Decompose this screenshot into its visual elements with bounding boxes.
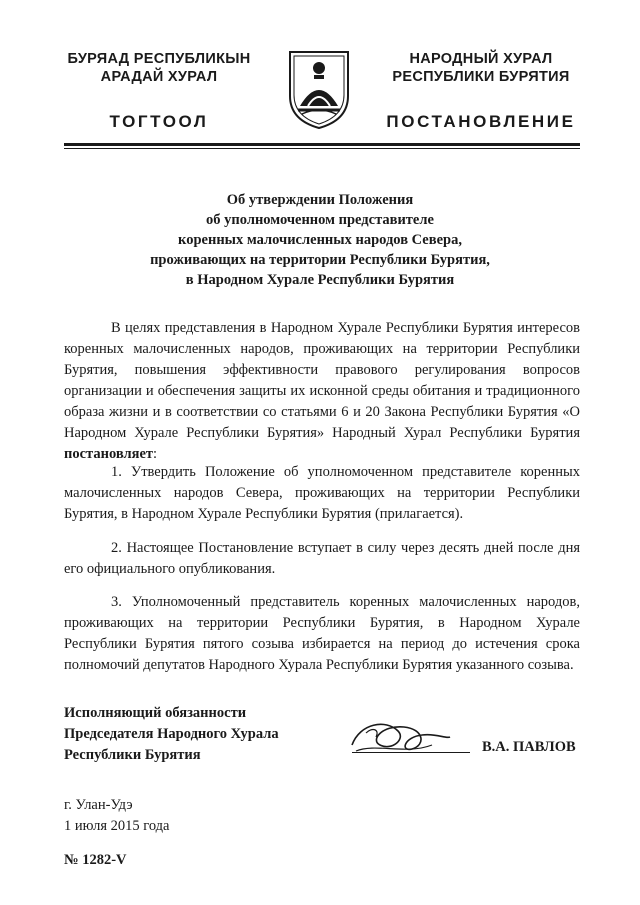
document-title-line-4: проживающих на территории Республики Бурятия, bbox=[150, 252, 490, 268]
place-and-date bbox=[64, 795, 170, 837]
header-divider-thin bbox=[64, 148, 580, 149]
header-right-title: ПОСТАНОВЛЕНИЕ bbox=[386, 112, 576, 131]
document-number: № 1282-V bbox=[64, 852, 127, 868]
signatory-role-line-3: Республики Бурятия bbox=[64, 747, 201, 763]
item-2-paragraph bbox=[64, 538, 580, 580]
handwritten-signature bbox=[346, 715, 456, 761]
signatory-role-line-2: Председателя Народного Хурала bbox=[64, 726, 279, 742]
header-left-line-2: АРАДАЙ ХУРАЛ bbox=[100, 69, 218, 85]
coat-of-arms-emblem bbox=[286, 48, 352, 130]
header-right-line-1: НАРОДНЫЙ ХУРАЛ bbox=[409, 51, 553, 67]
header-right-block bbox=[376, 50, 586, 86]
document-place: г. Улан-Удэ bbox=[64, 797, 133, 813]
document-title bbox=[90, 190, 550, 290]
header-divider-thick bbox=[64, 143, 580, 146]
item-3-text: 3. Уполномоченный представитель коренных малочисленных народов, проживающих на территории Республики Бурятия, в Народном Хурале Республики Бурятия пятого созыва избирается на период до истечения срока полномочий депутатов Народного Хурала Республики Бурятия указанного созыва. bbox=[64, 594, 580, 673]
item-2-text: 2. Настоящее Постановление вступает в силу через десять дней после дня его официального опубликования. bbox=[64, 540, 580, 577]
header-left-block bbox=[54, 50, 264, 86]
document-title-line-2: об уполномоченном представителе bbox=[206, 212, 434, 228]
item-1-paragraph bbox=[64, 462, 580, 525]
preamble-emphasis: постановляет bbox=[64, 446, 154, 462]
document-title-line-5: в Народном Хурале Республики Бурятия bbox=[185, 272, 455, 288]
signature-line bbox=[352, 752, 470, 753]
signatory-role bbox=[64, 703, 279, 766]
item-1-text: 1. Утвердить Положение об уполномоченном представителе коренных малочисленных народов Севера, проживающих на территории Республики Бурятия, в Народном Хурале Республики Бурятия (прилагается). bbox=[64, 464, 580, 522]
header-right-line-2: РЕСПУБЛИКИ БУРЯТИЯ bbox=[392, 69, 570, 85]
signatory-name: В.А. ПАВЛОВ bbox=[482, 739, 576, 755]
preamble-paragraph bbox=[64, 318, 580, 465]
item-3-paragraph bbox=[64, 592, 580, 676]
document-date: 1 июля 2015 года bbox=[64, 818, 170, 834]
document-title-line-3: коренных малочисленных народов Севера, bbox=[178, 232, 462, 248]
preamble-text: В целях представления в Народном Хурале Республики Бурятия интересов коренных малочисленных народов, проживающих на территории Республики Бурятия, повышения эффективности правового регулирования вопросов организации и обеспечения защиты их исконной среды обитания и традиционного образа жизни и в соответствии со статьями 6 и 20 Закона Республики Бурятия «О Народном Хурале Республики Бурятия» Народный Хурал Республики Бурятия bbox=[64, 320, 580, 441]
preamble-end: : bbox=[153, 446, 158, 462]
header-left-line-1: БУРЯАД РЕСПУБЛИКЫН bbox=[67, 51, 251, 67]
signatory-role-line-1: Исполняющий обязанности bbox=[64, 705, 247, 721]
document-title-line-1: Об утверждении Положения bbox=[226, 192, 414, 208]
header-left-title: ТОГТООЛ bbox=[109, 112, 209, 131]
